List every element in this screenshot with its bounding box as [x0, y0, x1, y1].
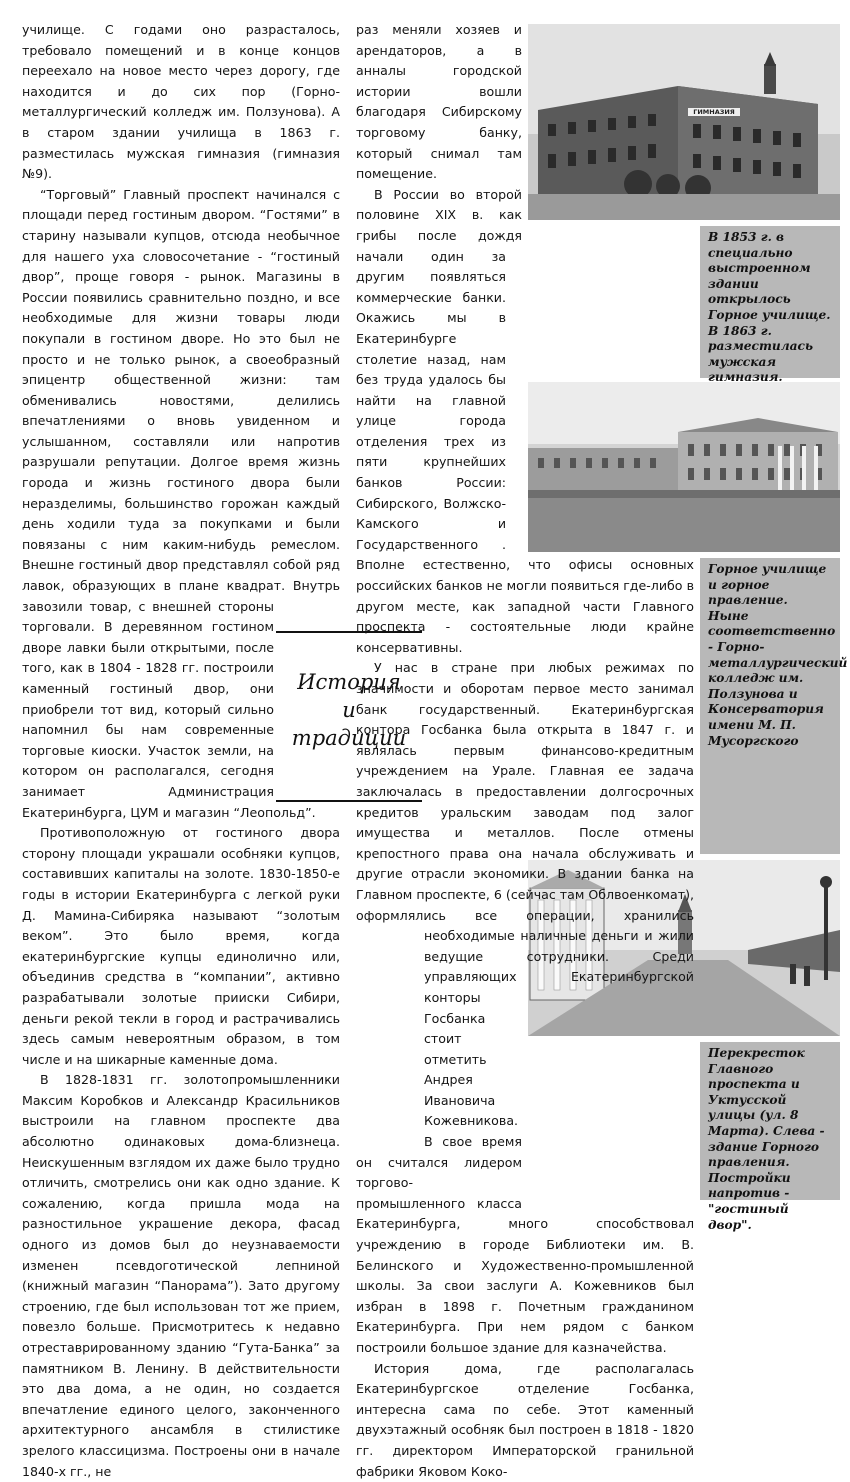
right-wrap-photo-2 [506, 354, 694, 544]
left-paragraph-1: училище. С годами оно разрасталось, требовало помещений и в конце концов переехало на новое место через дорогу, где находится и до сих пор (Горно-металлургический колледж им. Ползунова). А в старом здании училища в 1863 г. разместилась мужская гимназия (гимназия №9). [22, 22, 340, 182]
section-title-line-2: и [342, 698, 356, 722]
right-wrap-title [356, 936, 424, 1144]
section-title-line-3: традиции [291, 726, 407, 750]
gymnasium-sign: ГИМНАЗИЯ [693, 108, 735, 116]
left-paragraph-2: “Торговый” Главный проспект начинался с площади перед гостиным двором. “Гостями” в старину называли купцов, отсюда необычное для нашего уха словосочетание - “гостиный двор”, проще говоря - рынок. Магазины в России появились сравнительно поздно, и все необходимые для жизни товары люди покупали в гостином дворе. Но это был не просто и не только рынок, а своеобразный эпицентр общественной жизни: там обменивались новостями, делились впечатлениями о вновь увиденном и услышанном, составляли или напротив разрушали репутации. Долгое время жизнь города и жизнь гостиного двора были неразделимы, большинство горожан каждый день ходили туда за покупками и были повязаны с ним каким-нибудь ремеслом. Внешне гостиный двор представлял собой ряд лавок, образующих в плане квадрат. Внутрь завозили товар, с внешней стороны торговали. В деревянном гостином дворе лавки были открытыми, после того, как в 1804 - 1828 гг. построили каменный гостиный двор, они приобрели тот вид, который сильно напомнил бы нам современные торговые киоски. Участок земли, на котором он располагался, сегодня занимает Администрация Екатеринбурга, ЦУМ и магазин “Леопольд”. [22, 186, 340, 820]
caption-crossroads: Перекресток Главного проспекта и Уктусской улицы (ул. 8 Марта). Слева - здание Горного правления. Постройки напротив - "гостиный двор". [700, 1042, 840, 1200]
right-paragraph-4: История дома, где располагалась Екатеринбургское отделение Госбанка, интересна сама по себе. Этот каменный двухэтажный особняк был построен в 1818 - 1820 гг. директором Императорской гранильной фабрики Яковом Коко- [356, 1360, 694, 1479]
caption-mining-school: Горное училище и горное правление. Ныне соответственно - Горно-металлургический колледж им. Ползунова и Консерватория имени М. П. Мусоргского [700, 558, 840, 854]
left-paragraph-4: В 1828-1831 гг. золотопромышленники Максим Коробков и Александр Красильников выстроили на главном проспекте два абсолютно одинаковых дома-близнеца. Неискушенным взглядом их даже было трудно отличить, смотрелись они как одно здание. К сожалению, когда пришла мода на разностильное украшение декора, фасад одного из домов был до неузнаваемости изменен псевдоготической лепниной (книжный магазин “Панорама”). Зато другому строению, где был использован тот же прием, повезло больше. Присмотритесь к недавно отреставрированному зданию “Гута-Банка” за памятником В. Ленину. В действительности это два дома, а не один, но создается впечатление единого целого, законченного архитектурного ансамбля в стилистике зрелого классицизма. Построены они в начале 1840-х гг., не [22, 1072, 340, 1479]
right-wrap-photo-3 [522, 998, 694, 1194]
left-title-wrap [274, 608, 340, 798]
section-title-line-1: История [297, 670, 401, 694]
right-wrap-photo-1 [522, 20, 694, 232]
right-paragraph-3: У нас в стране при любых режимах по значимости и оборотам первое место занимал банк государственный. Екатеринбургская контора Госбанка была открыта в 1847 г. и являлась первым финансово-кредитным учреждением на Урале. Главная ее задача заключалась в предоставлении долгосрочных кредитов уральским заводам под залог имущества и металлов. После отмены крепостного права она начала обслуживать и другие отрасли экономики. В здании банка на Главном проспекте, 6 (сейчас там Облвоенкомат), оформлялись все операции, хранились необходимые наличные деньги и жили ведущие сотрудники. Среди управляющих Екатеринбургской конторы Госбанка стоит отметить Андрея Ивановича Кожевникова. В свое время он считался лидером торгово-промышленного класса Екатеринбурга, много способствовал учреждению в городе Библиотеки им. В. Белинского и Художественно-промышленной школы. За свои заслуги А. Кожевников был избран в 1898 г. Почетным гражданином Екатеринбурга. При нем рядом с банком построили большое здание для казначейства. [356, 660, 694, 1355]
right-paragraph-1: раз меняли хозяев и арендаторов, а в анналы городской истории вошли благодаря Сибирскому торговому банку, который снимал там помещение. [356, 22, 522, 182]
caption-gymnasium: В 1853 г. в специально выстроенном здании открылось Горное училище. В 1863 г. разместилась мужская гимназия. [700, 226, 840, 378]
right-text-column [356, 20, 694, 1482]
left-text-column [22, 20, 340, 1482]
left-paragraph-3: Противоположную от гостиного двора сторону площади украшали особняки купцов, составивших капиталы на золоте. 1830-1850-е годы в истории Екатеринбурга с легкой руки Д. Мамина-Сибиряка называют “золотым веком”. Это было время, когда екатеринбургские купцы единолично или, объединив средства в “компании”, активно разрабатывали золотые прииски Сибири, деньги рекой текли в город и растрачивались здесь самым невероятным образом, в том числе и на шикарные каменные дома. [22, 825, 340, 1067]
right-paragraph-2: В России во второй половине XIX в. как грибы после дождя начали один за другим появляться коммерческие банки. Окажись мы в Екатеринбурге столетие назад, нам без труда удалось бы найти на главной улице города отделения трех из пяти крупнейших банков России: Сибирского, Волжско-Камского и Государственного . Вполне естественно, что офисы основных российских банков не могли появиться где-либо в другом месте, как западной части Главного проспекта - состоятельные люди крайне консервативны. [356, 186, 694, 655]
